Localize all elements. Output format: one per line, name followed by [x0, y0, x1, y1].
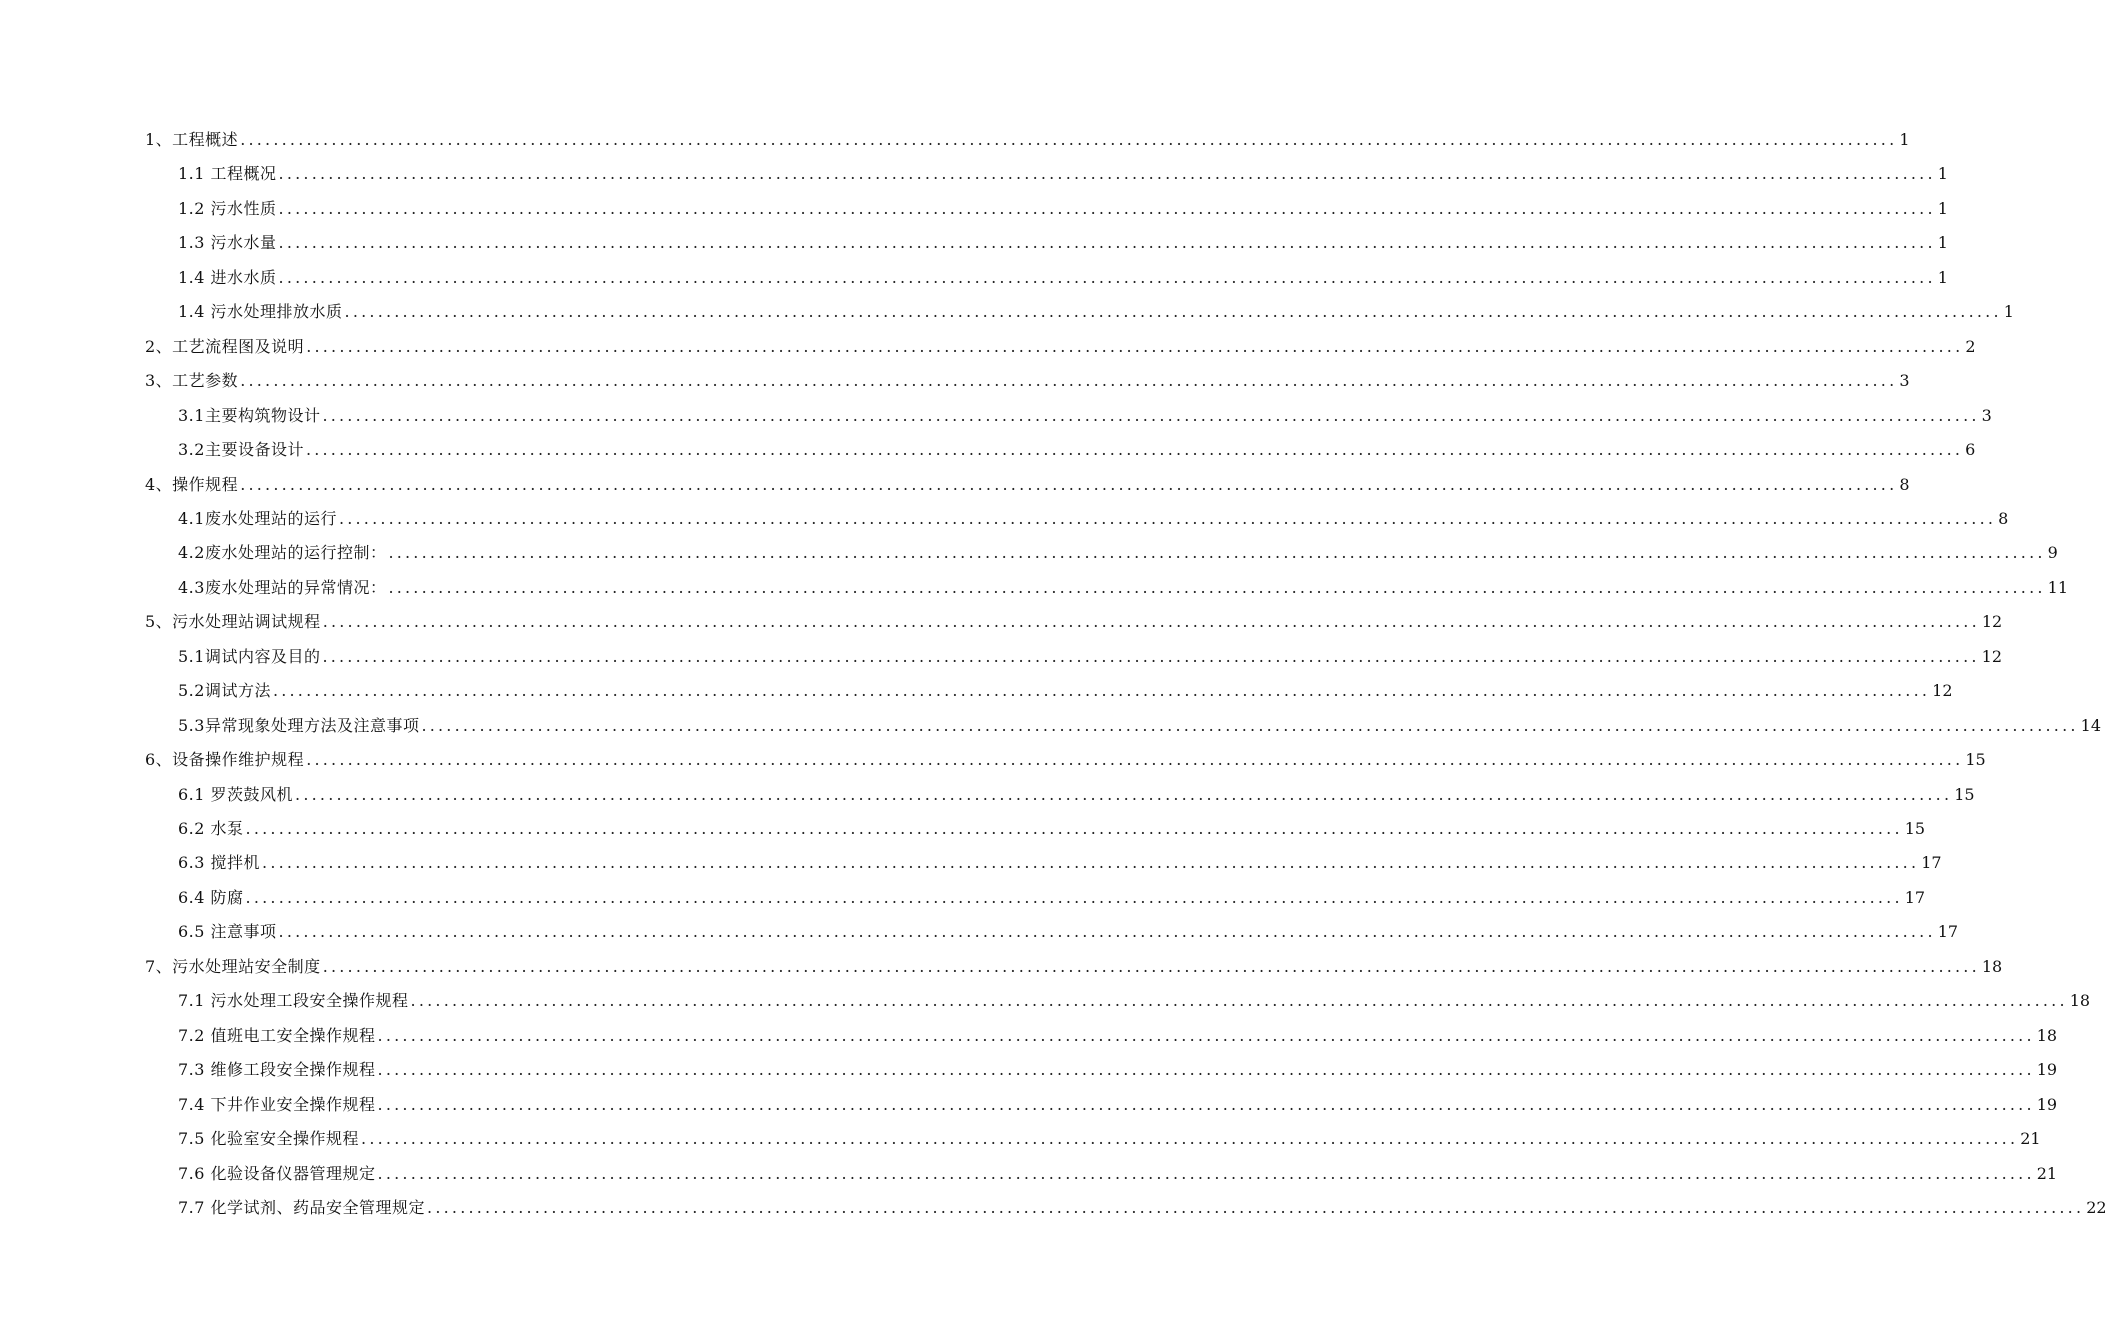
toc-entry[interactable] — [145, 952, 2003, 978]
toc-entry-page: 17 — [1921, 853, 1942, 873]
toc-entry-page: 22 — [2086, 1197, 2107, 1217]
toc-leader-dots: ........................................................................................................................................................................................................ — [427, 1197, 2085, 1217]
toc-leader-dots: ........................................................................................................................................................................................................ — [338, 508, 1997, 528]
toc-entry-title: 7.1 污水处理工段安全操作规程 — [178, 991, 409, 1011]
toc-entry-page: 3 — [1899, 371, 1910, 391]
toc-entry-page: 21 — [2036, 1163, 2058, 1183]
toc-entry[interactable] — [178, 435, 1976, 461]
toc-entry[interactable] — [178, 1159, 2058, 1185]
toc-leader-dots: ........................................................................................................................................................................................................ — [322, 646, 1980, 666]
toc-entry[interactable] — [178, 1193, 2107, 1219]
toc-leader-dots: ........................................................................................................................................................................................................ — [377, 1094, 2035, 1114]
toc-entry[interactable] — [178, 504, 2009, 530]
toc-leader-dots: ........................................................................................................................................................................................................ — [240, 130, 1898, 149]
toc-entry[interactable] — [145, 745, 1986, 771]
toc-entry-title: 3、工艺参数 — [145, 371, 239, 391]
toc-entry-page: 2 — [1965, 336, 1976, 356]
toc-entry-title: 4.2废水处理站的运行控制： — [178, 543, 387, 563]
toc-entry-title: 1.2 污水性质 — [178, 198, 277, 218]
toc-entry-page: 12 — [1932, 681, 1953, 701]
toc-entry-title: 6.1 罗茨鼓风机 — [178, 784, 294, 804]
toc-leader-dots: ........................................................................................................................................................................................................ — [361, 1129, 2019, 1149]
toc-entry[interactable] — [178, 711, 2101, 737]
toc-leader-dots: ........................................................................................................................................................................................................ — [322, 956, 1980, 976]
toc-leader-dots: ........................................................................................................................................................................................................ — [272, 681, 1931, 701]
toc-entry[interactable] — [178, 1124, 2041, 1150]
toc-leader-dots: ........................................................................................................................................................................................................ — [240, 371, 1898, 391]
toc-entry-title: 1.3 污水水量 — [178, 233, 277, 253]
toc-entry-page: 9 — [2047, 543, 2058, 563]
toc-leader-dots: ........................................................................................................................................................................................................ — [278, 164, 1936, 184]
toc-entry[interactable] — [178, 401, 1992, 427]
toc-leader-dots: ........................................................................................................................................................................................................ — [245, 887, 1903, 907]
toc-entry[interactable] — [178, 642, 2002, 668]
toc-entry-title: 7.5 化验室安全操作规程 — [178, 1129, 360, 1149]
toc-entry[interactable] — [178, 194, 1948, 220]
toc-entry-title: 4.3废水处理站的异常情况： — [178, 577, 387, 597]
toc-entry[interactable] — [178, 159, 1948, 185]
toc-leader-dots: ........................................................................................................................................................................................................ — [278, 267, 1936, 287]
toc-entry-title: 4.1废水处理站的运行 — [178, 508, 337, 528]
toc-leader-dots: ........................................................................................................................................................................................................ — [421, 715, 2079, 735]
toc-entry-page: 15 — [1904, 819, 1926, 838]
toc-entry-page: 18 — [1981, 956, 2003, 976]
toc-leader-dots: ........................................................................................................................................................................................................ — [278, 233, 1936, 253]
toc-entry-title: 6.4 防腐 — [178, 887, 244, 907]
toc-entry-page: 17 — [1937, 922, 1959, 942]
toc-entry-page: 12 — [1981, 612, 2003, 632]
toc-entry-page: 17 — [1904, 887, 1926, 907]
toc-leader-dots: ........................................................................................................................................................................................................ — [344, 302, 2002, 322]
toc-leader-dots: ........................................................................................................................................................................................................ — [377, 1025, 2035, 1045]
toc-entry-title: 7.4 下井作业安全操作规程 — [178, 1094, 376, 1114]
toc-entry-title: 7.6 化验设备仪器管理规定 — [178, 1163, 376, 1183]
toc-entry-page: 18 — [2036, 1025, 2058, 1045]
toc-leader-dots: ........................................................................................................................................................................................................ — [240, 474, 1898, 494]
toc-entry[interactable] — [178, 780, 1975, 806]
toc-leader-dots: ........................................................................................................................................................................................................ — [295, 784, 1953, 804]
toc-entry[interactable] — [178, 848, 1942, 874]
toc-entry[interactable] — [178, 814, 1926, 840]
toc-entry-page: 1 — [2003, 302, 2014, 322]
toc-entry[interactable] — [145, 332, 1976, 358]
toc-entry-page: 14 — [2080, 715, 2101, 735]
toc-entry-title: 1.1 工程概况 — [178, 164, 277, 184]
toc-entry-title: 6.3 搅拌机 — [178, 853, 261, 873]
toc-entry-page: 1 — [1937, 233, 1948, 253]
toc-entry[interactable] — [178, 676, 1953, 702]
toc-entry-title: 7.2 值班电工安全操作规程 — [178, 1025, 376, 1045]
toc-entry[interactable] — [178, 228, 1948, 254]
toc-leader-dots: ........................................................................................................................................................................................................ — [278, 922, 1936, 942]
toc-entry-title: 7.3 维修工段安全操作规程 — [178, 1060, 376, 1080]
toc-entry-page: 12 — [1981, 646, 2002, 666]
toc-entry[interactable] — [178, 917, 1959, 943]
toc-leader-dots: ........................................................................................................................................................................................................ — [262, 853, 1920, 873]
toc-entry-page: 1 — [1937, 267, 1948, 287]
toc-leader-dots: ........................................................................................................................................................................................................ — [388, 543, 2046, 563]
toc-entry-title: 4、操作规程 — [145, 474, 239, 494]
toc-entry-title: 7.7 化学试剂、药品安全管理规定 — [178, 1197, 426, 1217]
toc-entry[interactable] — [178, 883, 1926, 909]
toc-entry-title: 3.1主要构筑物设计 — [178, 405, 321, 425]
toc-entry-title: 6.5 注意事项 — [178, 922, 277, 942]
toc-leader-dots: ........................................................................................................................................................................................................ — [377, 1060, 2035, 1080]
toc-entry-page: 1 — [1899, 130, 1910, 149]
toc-entry[interactable] — [145, 470, 1910, 496]
toc-entry[interactable] — [178, 1055, 2058, 1081]
toc-entry[interactable] — [178, 263, 1948, 289]
toc-leader-dots: ........................................................................................................................................................................................................ — [388, 577, 2046, 597]
toc-entry[interactable] — [178, 538, 2058, 564]
toc-entry[interactable] — [145, 125, 1910, 151]
toc-entry[interactable] — [178, 1021, 2058, 1047]
toc-leader-dots: ........................................................................................................................................................................................................ — [306, 750, 1964, 770]
toc-leader-dots: ........................................................................................................................................................................................................ — [245, 819, 1903, 838]
toc-leader-dots: ........................................................................................................................................................................................................ — [305, 440, 1964, 460]
toc-leader-dots: ........................................................................................................................................................................................................ — [322, 405, 1980, 425]
toc-entry[interactable] — [178, 573, 2068, 599]
toc-entry[interactable] — [178, 986, 2091, 1012]
toc-entry-title: 2、工艺流程图及说明 — [145, 336, 305, 356]
toc-entry-title: 1.4 污水处理排放水质 — [178, 302, 343, 322]
toc-entry-title: 3.2主要设备设计 — [178, 440, 304, 460]
toc-entry-page: 21 — [2020, 1129, 2041, 1149]
toc-entry-page: 8 — [1998, 508, 2009, 528]
toc-entry-title: 5.3异常现象处理方法及注意事项 — [178, 715, 420, 735]
toc-entry-page: 1 — [1937, 198, 1948, 218]
toc-leader-dots: ........................................................................................................................................................................................................ — [278, 198, 1936, 218]
toc-entry-page: 11 — [2047, 577, 2068, 597]
toc-entry-title: 7、污水处理站安全制度 — [145, 956, 321, 976]
toc-entry-page: 3 — [1981, 405, 1992, 425]
toc-entry[interactable] — [145, 366, 1910, 392]
toc-entry-page: 1 — [1937, 164, 1948, 184]
toc-entry-title: 5、污水处理站调试规程 — [145, 612, 321, 632]
toc-entry-page: 19 — [2036, 1094, 2058, 1114]
toc-entry-title: 6.2 水泵 — [178, 819, 244, 838]
toc-entry-title: 5.1调试内容及目的 — [178, 646, 321, 666]
toc-entry-page: 19 — [2036, 1060, 2058, 1080]
toc-entry-title: 1.4 进水水质 — [178, 267, 277, 287]
toc-entry-title: 6、设备操作维护规程 — [145, 750, 305, 770]
toc-entry-page: 8 — [1899, 474, 1910, 494]
toc-leader-dots: ........................................................................................................................................................................................................ — [377, 1163, 2035, 1183]
toc-entry[interactable] — [145, 607, 2003, 633]
toc-entry[interactable] — [178, 297, 2014, 323]
toc-leader-dots: ........................................................................................................................................................................................................ — [306, 336, 1964, 356]
toc-entry-page: 6 — [1965, 440, 1976, 460]
toc-leader-dots: ........................................................................................................................................................................................................ — [410, 991, 2068, 1011]
toc-entry-title: 1、工程概述 — [145, 130, 239, 149]
toc-entry-title: 5.2调试方法 — [178, 681, 271, 701]
toc-entry-page: 18 — [2069, 991, 2091, 1011]
toc-entry-page: 15 — [1954, 784, 1975, 804]
toc-leader-dots: ........................................................................................................................................................................................................ — [322, 612, 1980, 632]
toc-entry[interactable] — [178, 1090, 2058, 1116]
toc-entry-page: 15 — [1965, 750, 1986, 770]
